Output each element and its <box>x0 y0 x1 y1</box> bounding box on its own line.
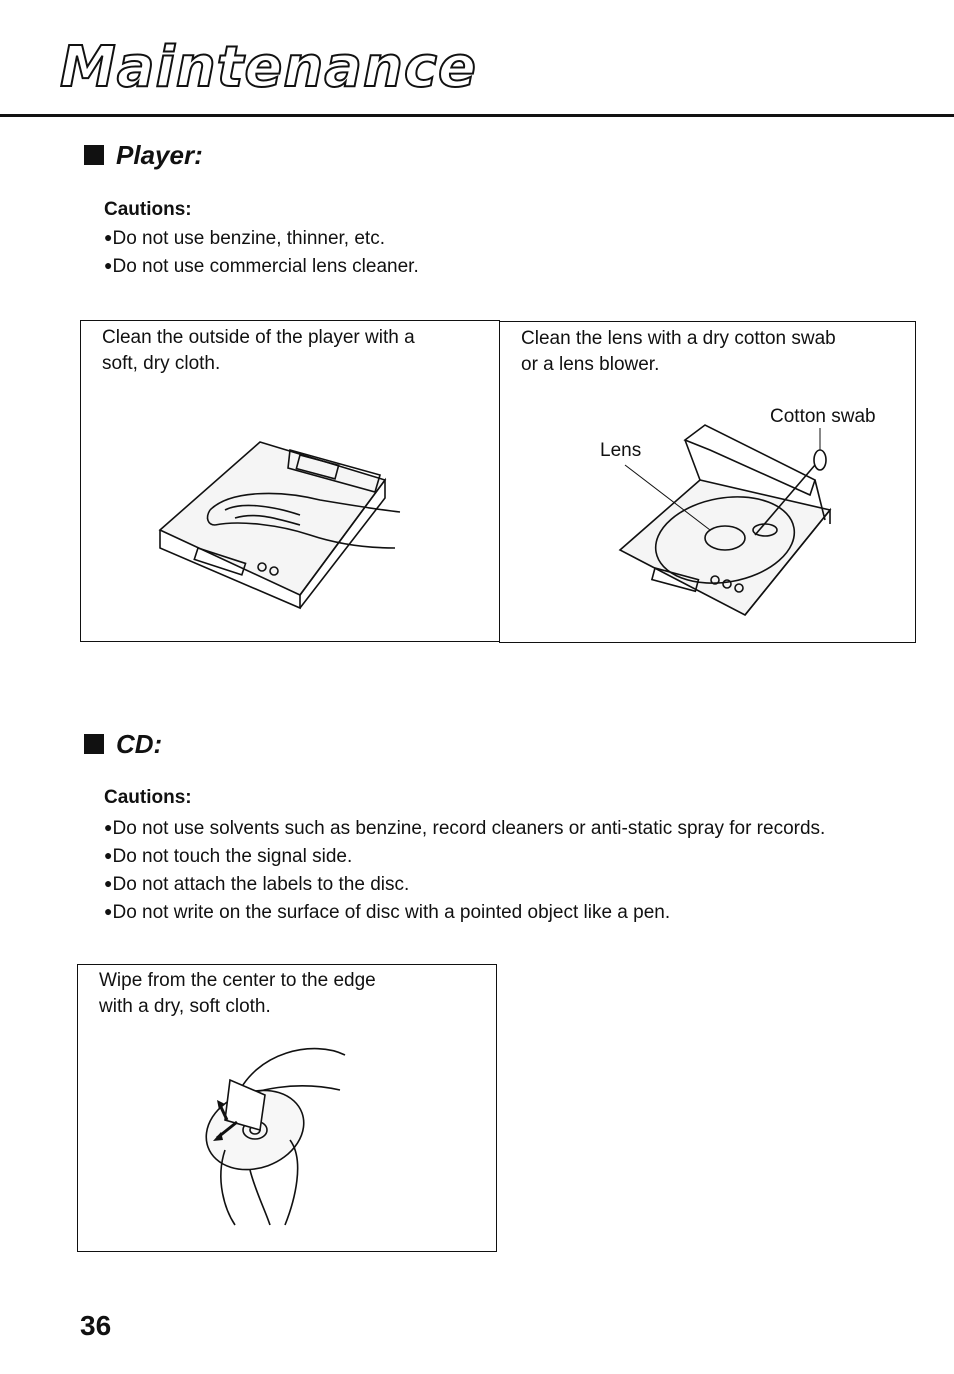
player-heading-text: Player: <box>116 140 203 170</box>
square-bullet-icon <box>84 734 104 754</box>
cd-cautions-list <box>104 814 825 926</box>
cd-heading <box>84 731 162 757</box>
page-title: Maintenance <box>60 35 478 100</box>
lens-cleaning-illustration <box>615 420 845 620</box>
list-item: ● Do not touch the signal side. <box>104 842 825 870</box>
page-number: 36 <box>80 1310 112 1341</box>
wipe-disc-text: Wipe from the center to the edge with a dry, soft cloth. <box>99 970 376 1017</box>
square-bullet-icon <box>84 145 104 165</box>
list-item: ● Do not write on the surface of disc with a pointed object like a pen. <box>104 898 825 926</box>
clean-lens-text: Clean the lens with a dry cotton swab or a lens blower. <box>521 328 836 375</box>
player-cautions-label: Cautions: <box>104 199 192 220</box>
player-heading <box>84 142 203 168</box>
list-item: ● Do not use commercial lens cleaner. <box>104 252 419 280</box>
title-rule <box>0 114 954 117</box>
cd-heading-text: CD: <box>116 729 163 759</box>
cd-cautions-label: Cautions: <box>104 787 192 808</box>
list-item: ● Do not attach the labels to the disc. <box>104 870 825 898</box>
player-cautions-list <box>104 224 419 280</box>
lens-label: Lens <box>600 440 642 461</box>
clean-outside-text: Clean the outside of the player with a soft, dry cloth. <box>102 327 415 374</box>
cotton-swab-label: Cotton swab <box>770 406 876 427</box>
list-item: ● Do not use solvents such as benzine, record cleaners or anti-static spray for records. <box>104 814 825 842</box>
wiping-disc-illustration <box>195 1040 355 1230</box>
list-item: ● Do not use benzine, thinner, etc. <box>104 224 419 252</box>
wiping-player-illustration <box>150 430 410 610</box>
